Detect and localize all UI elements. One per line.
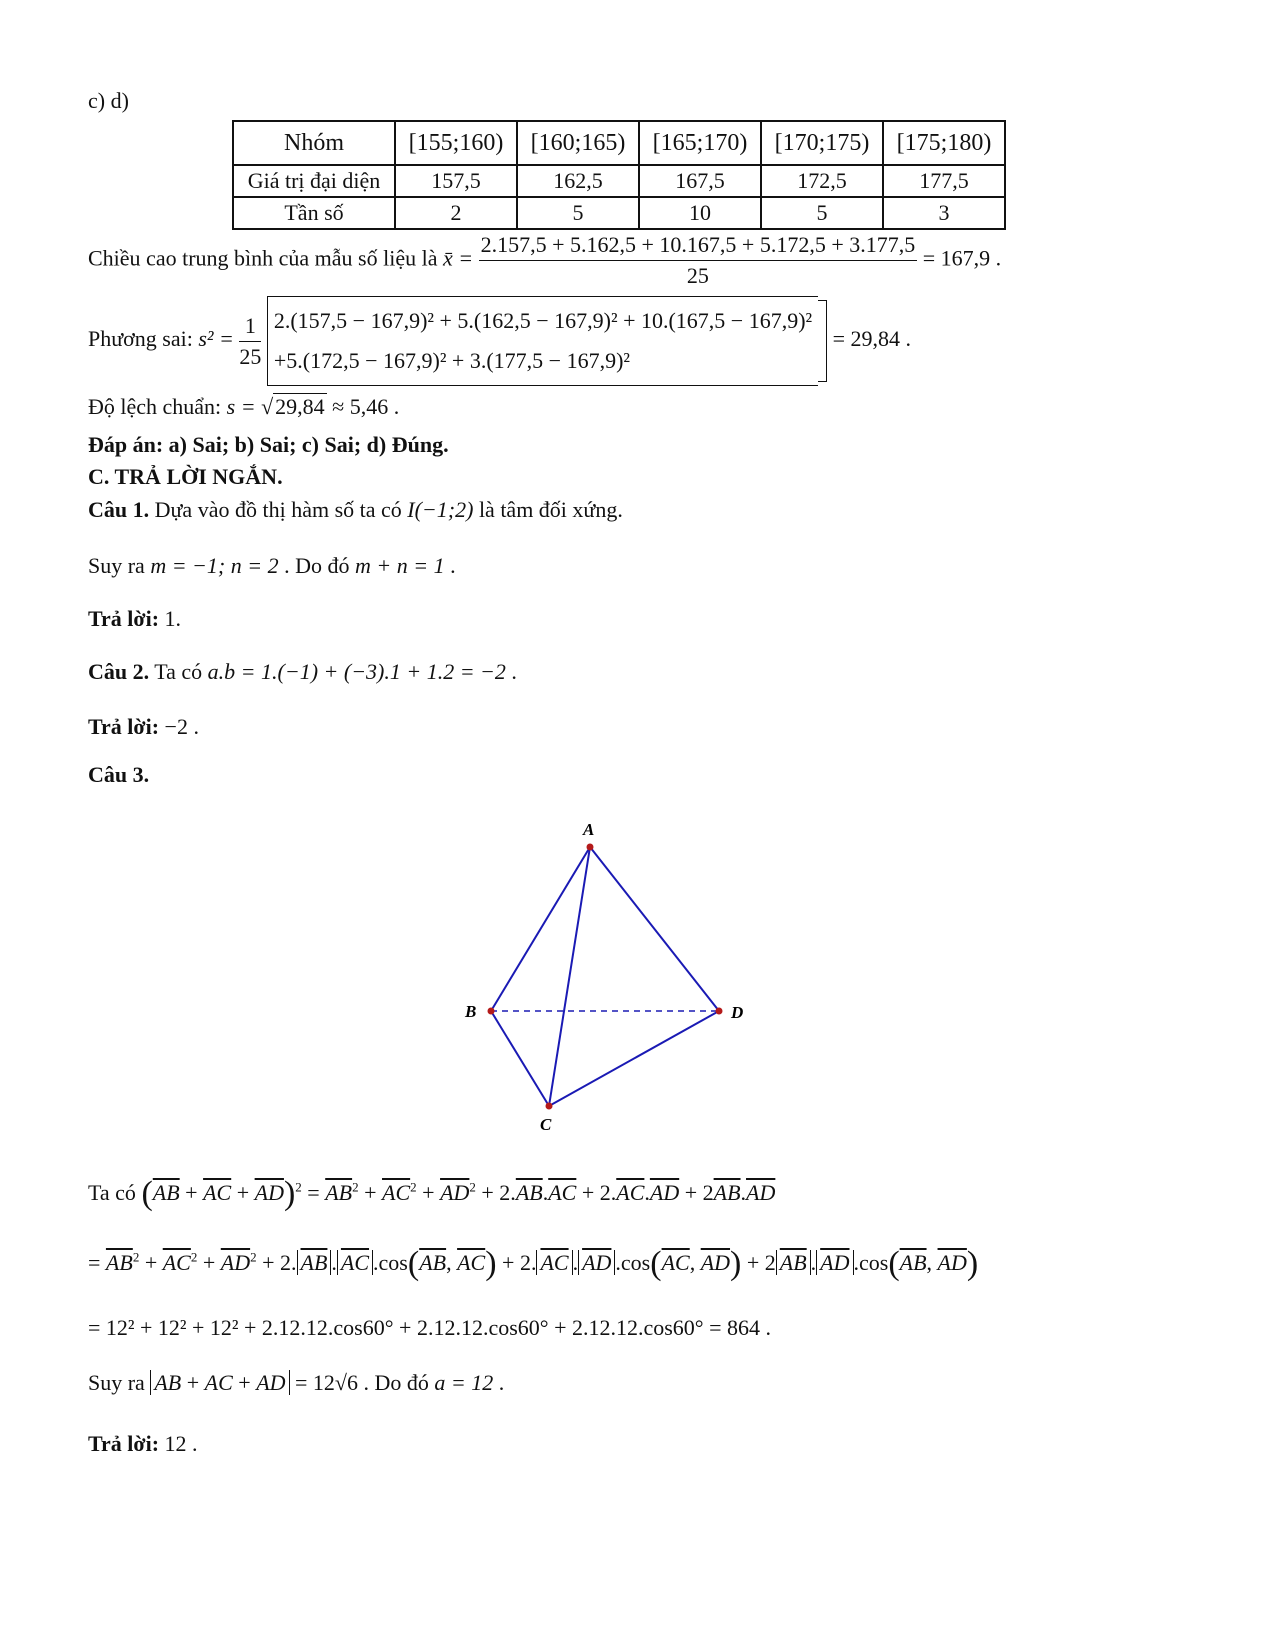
label-d: D <box>731 1003 744 1022</box>
q2-answer <box>88 714 199 740</box>
q1-answer-label: Trả lời: <box>88 606 160 631</box>
point-c <box>546 1103 553 1110</box>
section-heading <box>88 464 283 490</box>
table-cell: Nhóm <box>233 121 395 165</box>
mean-formula <box>88 232 1001 289</box>
table-cell: 3 <box>883 197 1005 229</box>
table-cell: [165;170) <box>639 121 761 165</box>
q1-center-point: I(−1;2) <box>407 497 474 522</box>
mean-prefix: Chiều cao trung bình của mẫu số liệu là <box>88 245 438 271</box>
q1-answer <box>88 606 181 632</box>
q3-answer <box>88 1431 198 1457</box>
frequency-table <box>232 120 1006 230</box>
edge-ab <box>491 847 590 1011</box>
coef-numerator: 1 <box>239 313 261 342</box>
q1-label: Câu 1. <box>88 497 150 522</box>
variance-formula <box>88 296 911 386</box>
table-cell: 5 <box>761 197 883 229</box>
q1-sum: m + n = 1 <box>354 553 445 578</box>
variance-line2: +5.(172,5 − 167,9)² + 3.(177,5 − 167,9)² <box>273 348 630 373</box>
q3-magnitude: = 12√6 <box>295 1370 358 1395</box>
edge-ad <box>590 847 719 1011</box>
table-cell: 167,5 <box>639 165 761 197</box>
point-a <box>587 844 594 851</box>
stddev-radicand: 29,84 <box>275 394 325 419</box>
variance-bracket <box>267 296 818 386</box>
variance-lhs: s² = <box>198 326 234 352</box>
table-cell: 157,5 <box>395 165 517 197</box>
q2-dot-product: a.b = 1.(−1) + (−3).1 + 1.2 = −2 <box>207 659 506 684</box>
q1-line2-prefix: Suy ra <box>88 553 145 578</box>
answer-summary <box>88 432 449 458</box>
variance-result: = 29,84 . <box>832 326 912 352</box>
q3-answer-label: Trả lời: <box>88 1431 160 1456</box>
stddev-lhs: s = <box>226 394 256 419</box>
mean-fraction <box>479 232 918 289</box>
label-c: C <box>540 1115 552 1134</box>
q2-line1: Câu 2. Ta có a.b = 1.(−1) + (−3).1 + 1.2 = −2 . <box>88 659 517 684</box>
table-cell: 5 <box>517 197 639 229</box>
q1-line2: Suy ra m = −1; n = 2 . Do đó m + n = 1 . <box>88 553 456 578</box>
mean-result: = 167,9 . <box>922 245 1002 271</box>
table-row <box>233 121 1005 165</box>
table-cell: 10 <box>639 197 761 229</box>
q3-line1-prefix: Ta có <box>88 1180 136 1205</box>
label-b: B <box>465 1002 477 1021</box>
edge-bc <box>491 1011 549 1106</box>
q2-answer-value: −2 . <box>164 714 199 739</box>
q1-line2-mid: . Do đó <box>284 553 350 578</box>
q1-text1: Dựa vào đồ thị hàm số ta có <box>154 497 402 522</box>
table-cell: 172,5 <box>761 165 883 197</box>
q2-answer-label: Trả lời: <box>88 714 160 739</box>
point-b <box>488 1008 495 1015</box>
q3-label-line <box>88 762 149 788</box>
label-a: A <box>583 820 595 839</box>
table-cell: 162,5 <box>517 165 639 197</box>
tetrahedron-figure <box>450 815 770 1145</box>
table-cell: Tần số <box>233 197 395 229</box>
table-row <box>233 165 1005 197</box>
table-cell: 2 <box>395 197 517 229</box>
q3-label: Câu 3. <box>88 762 150 787</box>
coef-denominator: 25 <box>239 343 262 369</box>
stddev-prefix: Độ lệch chuẩn: <box>88 394 222 419</box>
section-heading-text: C. TRẢ LỜI NGẮN. <box>88 464 283 489</box>
mean-numerator: 2.157,5 + 5.162,5 + 10.167,5 + 5.172,5 + 3.177,5 <box>479 232 918 261</box>
stddev-result: ≈ 5,46 . <box>332 394 400 419</box>
q1-answer-value: 1. <box>164 606 182 631</box>
mean-symbol: x̄ = <box>442 245 474 271</box>
q3-line4-mid: . Do đó <box>363 1370 429 1395</box>
table-row <box>233 197 1005 229</box>
q2-label: Câu 2. <box>88 659 150 684</box>
q2-text: Ta có <box>154 659 203 684</box>
answer-summary-text: Đáp án: a) Sai; b) Sai; c) Sai; d) Đúng. <box>88 432 449 457</box>
q3-line3: = 12² + 12² + 12² + 2.12.12.cos60° + 2.12.12.cos60° + 2.12.12.cos60° = 864 . <box>88 1315 772 1340</box>
q3-line1: Ta có $(\overline{AB} + \overline{AC} + \overline{AD})^2 = \overline{AB}^2 + \overline{AC}^2 + \overline{AD}^2 + 2.\overline{AB}.\overline{AC} + 2.\overline{AC}.\overline{AD} + 2\overline{AB}.\overline{AD}$ <box>88 1175 776 1212</box>
q3-line2: = $\overline{AB}^2 + \overline{AC}^2 + \overline{AD}^2 + 2$. $\overline{AB}$ . $\overline{AC}$ $.\cos(\overline{AB}$, $\overline{AC}) + 2$. $\overline{AC}$ . $\overline{AD}$ $.\cos(\overline{AC}$, $\overline{AD}) + 2$ $\overline{AB}$ . $\overline{AD}$ $.\cos(\overline{AB}$, $\overline{AD}$) <box>88 1245 979 1282</box>
variance-prefix: Phương sai: <box>88 326 193 352</box>
stddev-formula: Độ lệch chuẩn: s = √29,84 ≈ 5,46 . <box>88 394 400 419</box>
q3-line4: Suy ra AB + AC + AD = 12√6 . Do đó a = 12 . <box>88 1370 505 1395</box>
part-label: c) d) <box>88 88 129 113</box>
q1-text2: là tâm đối xứng. <box>478 497 623 522</box>
edge-cd <box>549 1011 719 1106</box>
edge-ac <box>549 847 590 1106</box>
table-cell: 177,5 <box>883 165 1005 197</box>
variance-bracket-right <box>818 300 827 382</box>
table-cell: [175;180) <box>883 121 1005 165</box>
table-cell: [155;160) <box>395 121 517 165</box>
variance-coefficient <box>239 313 261 370</box>
variance-line1: 2.(157,5 − 167,9)² + 5.(162,5 − 167,9)² + 10.(167,5 − 167,9)² <box>273 308 813 333</box>
q1-values: m = −1; n = 2 <box>150 553 279 578</box>
q3-line4-prefix: Suy ra <box>88 1370 145 1395</box>
q3-a-value: a = 12 <box>434 1370 494 1395</box>
q3-answer-value: 12 . <box>164 1431 198 1456</box>
table-cell: Giá trị đại diện <box>233 165 395 197</box>
table-cell: [160;165) <box>517 121 639 165</box>
table-cell: [170;175) <box>761 121 883 165</box>
mean-denominator: 25 <box>686 263 709 288</box>
point-d <box>716 1008 723 1015</box>
q1-line1 <box>88 497 623 523</box>
